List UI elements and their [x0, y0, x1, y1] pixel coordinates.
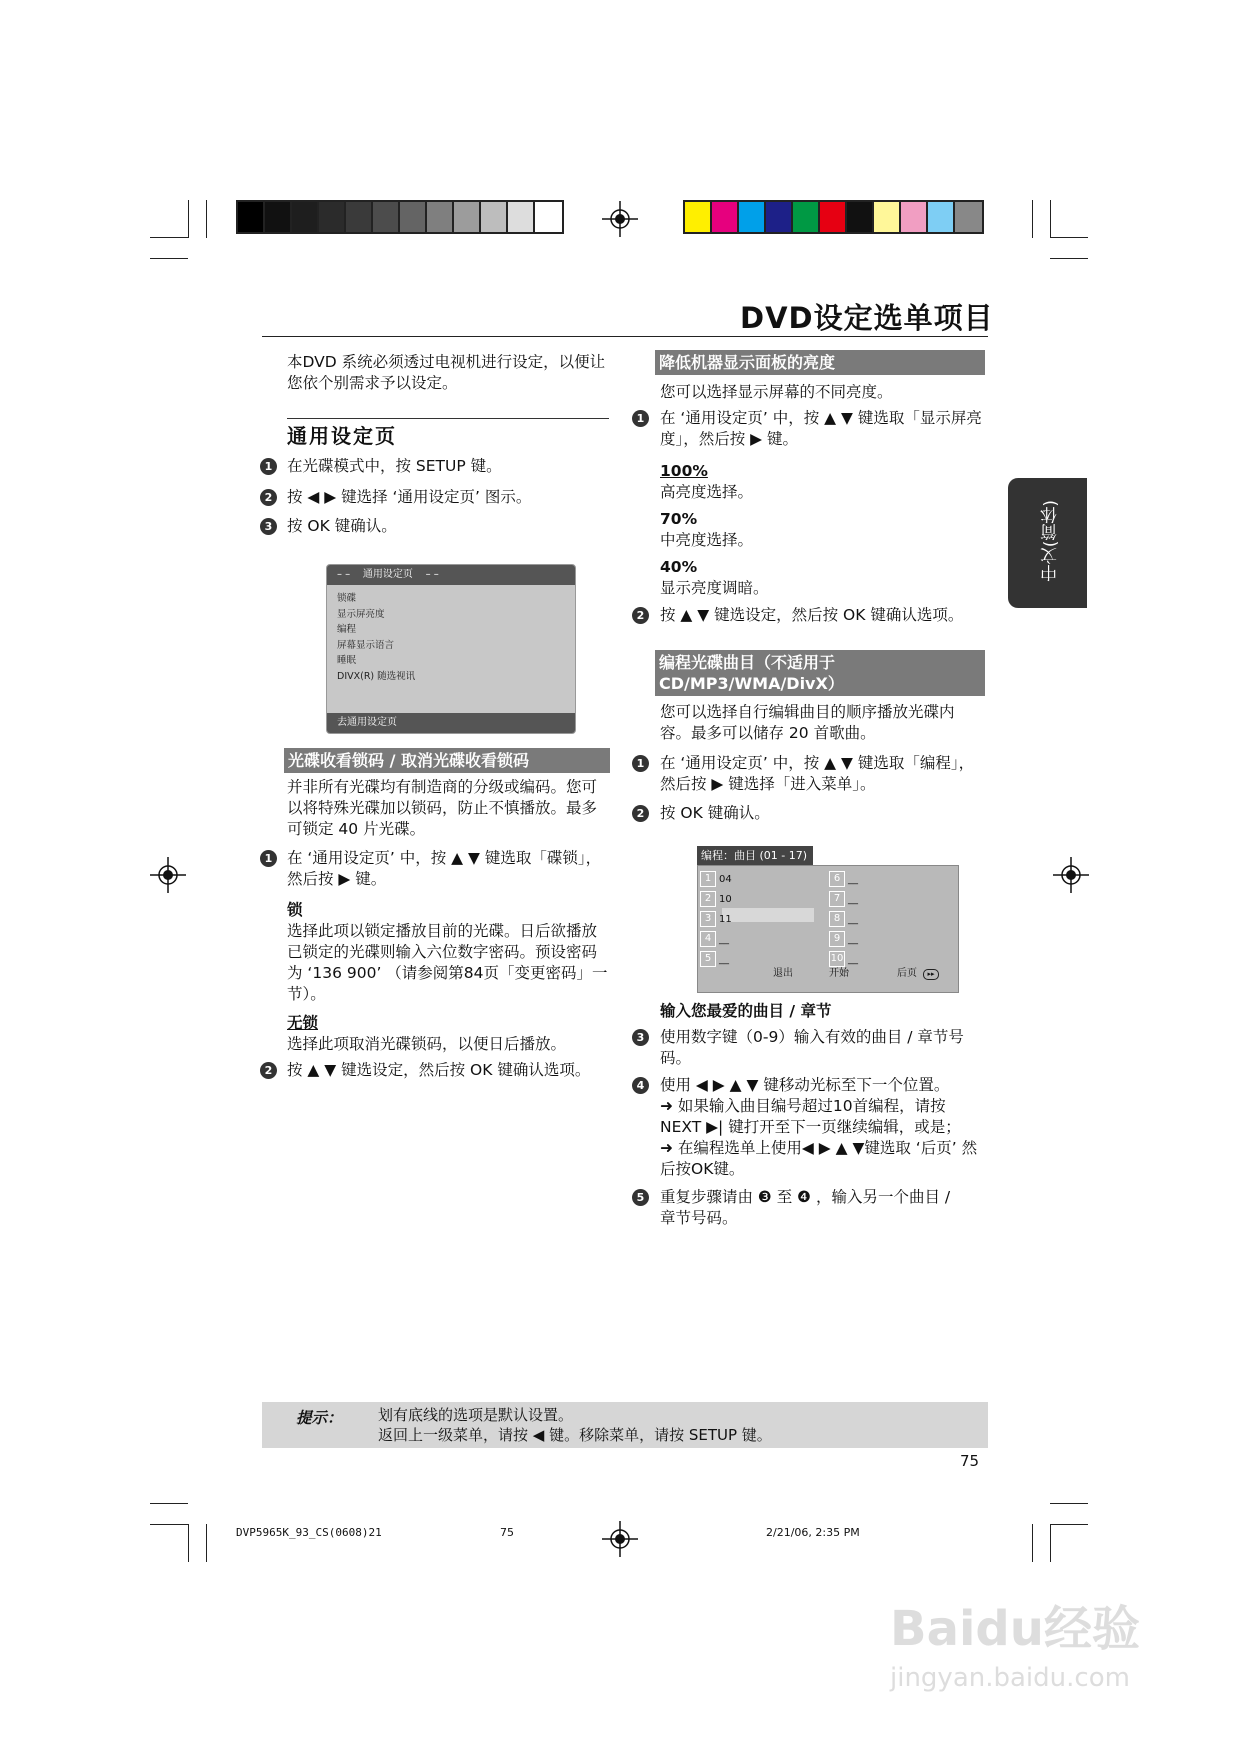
crop-mark [150, 1524, 188, 1525]
step-number-2: 2 [632, 805, 649, 822]
program-slot [829, 911, 858, 927]
menu-item: DIVX(R) 随选视讯 [337, 670, 416, 682]
registration-mark-icon [1053, 857, 1089, 893]
program-menu-screenshot [697, 865, 959, 993]
crop-mark [1050, 1503, 1088, 1504]
footer-date: 2/21/06, 2:35 PM [766, 1526, 860, 1539]
color-swatch [793, 202, 820, 232]
tip-line-1: 划有底线的选项是默认设置。 [378, 1406, 574, 1424]
slot-value: 04 [719, 874, 732, 885]
program-button-start: 开始 [829, 968, 849, 979]
general-step-2: 按 ◀ ▶ 键选择 ‘通用设定页’ 图示。 [287, 488, 532, 506]
program-step-2: 按 OK 键确认。 [660, 804, 770, 822]
slot-value: __ [719, 934, 729, 945]
grayscale-calibration-bar [236, 200, 564, 234]
brightness-option-100: 100% [660, 462, 708, 480]
crop-mark [1050, 258, 1088, 259]
slot-number: 4 [700, 931, 716, 947]
brightness-option-40-desc: 显示亮度调暗。 [660, 579, 769, 597]
step-number-1: 1 [632, 410, 649, 427]
slot-value: 10 [719, 894, 732, 905]
slot-value: __ [848, 874, 858, 885]
crop-mark [150, 237, 188, 238]
tip-label: 提示： [296, 1409, 343, 1427]
slot-number: 7 [829, 891, 845, 907]
color-swatch [292, 202, 319, 232]
color-swatch [319, 202, 346, 232]
crop-mark [1050, 1524, 1088, 1525]
dimmer-desc: 您可以选择显示屏幕的不同亮度。 [660, 383, 893, 401]
program-heading: 编程光碟曲目（不适用于 CD/MP3/WMA/DivX） [655, 650, 985, 696]
step-number-1: 1 [260, 850, 277, 867]
lock-option-title: 锁 [287, 901, 303, 919]
step-number-5: 5 [632, 1189, 649, 1206]
menu-header: – – 通用设定页 – – [327, 565, 575, 585]
slot-number: 1 [700, 871, 716, 887]
footer-page: 75 [500, 1526, 514, 1539]
program-slot [829, 871, 858, 887]
slot-number: 10 [829, 951, 845, 967]
step-number-3: 3 [632, 1029, 649, 1046]
brightness-option-70-desc: 中亮度选择。 [660, 531, 754, 549]
program-slot [829, 891, 858, 907]
general-step-3: 按 OK 键确认。 [287, 517, 397, 535]
program-step-5: 重复步骤请由 ❸ 至 ❹ ，输入另一个曲目 / 章节号码。 [660, 1188, 951, 1227]
watermark-url: jingyan.baidu.com [890, 1663, 1130, 1693]
registration-mark-icon [150, 857, 186, 893]
language-side-tab [1008, 478, 1087, 608]
color-swatch [928, 202, 955, 232]
color-swatch [766, 202, 793, 232]
color-swatch [400, 202, 427, 232]
program-highlight-bar [722, 908, 814, 922]
slot-number: 3 [700, 911, 716, 927]
menu-footer: 去通用设定页 [327, 713, 575, 733]
page-number: 75 [960, 1452, 980, 1470]
color-swatch [739, 202, 766, 232]
disc-lock-step-1: 在 ‘通用设定页’ 中，按 ▲ ▼ 键选取「碟锁」，然后按 ▶ 键。 [287, 849, 602, 888]
slot-value: __ [848, 894, 858, 905]
crop-mark [150, 258, 188, 259]
color-swatch [265, 202, 292, 232]
dimmer-heading: 降低机器显示面板的亮度 [655, 350, 985, 375]
program-slot [700, 871, 732, 887]
crop-mark [1032, 1524, 1033, 1562]
intro-text: 本DVD 系统必须透过电视机进行设定，以便让您依个别需求予以设定。 [287, 353, 606, 392]
slot-value: __ [848, 934, 858, 945]
menu-item: 编程 [337, 624, 357, 635]
unlock-option-title: 无锁 [287, 1014, 319, 1032]
crop-mark [1050, 1524, 1051, 1562]
step-number-1: 1 [260, 458, 277, 475]
dimmer-step-1: 在 ‘通用设定页’ 中，按 ▲ ▼ 键选取「显示屏亮度」，然后按 ▶ 键。 [660, 409, 982, 448]
program-step-4-note-1: ➜ 如果输入曲目编号超过10首编程，请按 NEXT ▶| 键打开至下一页继续编辑，或是； [660, 1097, 961, 1136]
program-desc: 您可以选择自行编辑曲目的顺序播放光碟内容。最多可以储存 20 首歌曲。 [660, 703, 955, 742]
slot-value: 11 [719, 914, 732, 925]
program-step-4-note-2: ➜ 在编程选单上使用◀ ▶ ▲ ▼键选取 ‘后页’ 然后按OK键。 [660, 1139, 978, 1178]
program-step-3: 使用数字键（0-9）输入有效的曲目 / 章节号码。 [660, 1028, 964, 1067]
page-title: DVD设定选单项目 [740, 301, 994, 335]
step-number-4: 4 [632, 1077, 649, 1094]
program-step-4: 使用 ◀ ▶ ▲ ▼ 键移动光标至下一个位置。 [660, 1076, 950, 1094]
menu-item: 睡眠 [337, 655, 357, 666]
crop-mark [188, 1524, 189, 1562]
color-swatch [508, 202, 535, 232]
crop-mark [1050, 237, 1088, 238]
unlock-option-desc: 选择此项取消光碟锁码，以便日后播放。 [287, 1035, 567, 1053]
color-swatch [427, 202, 454, 232]
disc-lock-step-2: 按 ▲ ▼ 键选设定，然后按 OK 键确认选项。 [287, 1061, 591, 1079]
general-setup-menu-screenshot [326, 564, 576, 734]
color-swatch [847, 202, 874, 232]
color-swatch [454, 202, 481, 232]
slot-value: __ [848, 914, 858, 925]
general-setup-heading: 通用设定页 [287, 424, 397, 448]
slot-number: 2 [700, 891, 716, 907]
color-swatch [481, 202, 508, 232]
registration-mark-icon [602, 1521, 638, 1557]
menu-item: 屏幕显示语言 [337, 639, 395, 651]
program-slot [700, 951, 729, 967]
title-rule [262, 336, 988, 337]
menu-item: 锁碟 [337, 593, 357, 604]
language-tab-label: 中文(简体) [1041, 500, 1061, 582]
color-swatch [346, 202, 373, 232]
slot-number: 5 [700, 951, 716, 967]
slot-number: 9 [829, 931, 845, 947]
brightness-option-100-desc: 高亮度选择。 [660, 483, 754, 501]
slot-number: 8 [829, 911, 845, 927]
program-slot [829, 951, 858, 967]
program-menu-header: 编程：曲目 (01 - 17) [697, 846, 813, 865]
color-swatch [373, 202, 400, 232]
disc-lock-desc: 并非所有光碟均有制造商的分级或编码。您可以将特殊光碟加以锁码，防止不慎播放。最多可锁定 40 片光碟。 [287, 778, 598, 838]
program-button-next-page: 后页 [897, 968, 917, 979]
next-page-icon: ▸▸ [923, 969, 939, 980]
color-swatch [712, 202, 739, 232]
footer-filename: DVP5965K_93_CS(0608)21 [236, 1526, 382, 1539]
crop-mark [1032, 200, 1033, 238]
heading-rule [287, 418, 609, 419]
color-swatch [685, 202, 712, 232]
program-step-1: 在 ‘通用设定页’ 中，按 ▲ ▼ 键选取「编程」，然后按 ▶ 键选择「进入菜单」。 [660, 754, 975, 793]
program-slot [700, 891, 732, 907]
slot-value: __ [848, 954, 858, 965]
program-slot [700, 911, 732, 927]
lock-option-desc: 选择此项以锁定播放目前的光碟。日后欲播放已锁定的光碟则输入六位数字密码。预设密码为 ‘136 900’ （请参阅第84页「变更密码」一节）。 [287, 922, 608, 1003]
crop-mark [206, 200, 207, 238]
step-number-2: 2 [260, 489, 277, 506]
program-slot [700, 931, 729, 947]
menu-item: 显示屏亮度 [337, 608, 385, 620]
crop-mark [188, 200, 189, 238]
disc-lock-heading: 光碟收看锁码 / 取消光碟收看锁码 [284, 748, 610, 773]
crop-mark [1050, 200, 1051, 238]
color-swatch [901, 202, 928, 232]
general-step-1: 在光碟模式中，按 SETUP 键。 [287, 457, 502, 475]
watermark-logo: Baidu经验 [890, 1601, 1140, 1657]
color-calibration-bar [683, 200, 984, 234]
registration-mark-icon [602, 201, 638, 237]
program-button-exit: 退出 [773, 968, 793, 979]
brightness-option-70: 70% [660, 510, 698, 528]
tip-box [262, 1402, 988, 1448]
slot-number: 6 [829, 871, 845, 887]
color-swatch [535, 202, 562, 232]
step-number-3: 3 [260, 518, 277, 535]
color-swatch [238, 202, 265, 232]
program-slot [829, 931, 858, 947]
program-subheading: 输入您最爱的曲目 / 章节 [660, 1002, 832, 1020]
tip-line-2: 返回上一级菜单，请按 ◀ 键。移除菜单，请按 SETUP 键。 [378, 1426, 772, 1444]
brightness-option-40: 40% [660, 558, 698, 576]
step-number-1: 1 [632, 755, 649, 772]
slot-value: __ [719, 954, 729, 965]
step-number-2: 2 [260, 1062, 277, 1079]
color-swatch [955, 202, 982, 232]
crop-mark [150, 1503, 188, 1504]
color-swatch [820, 202, 847, 232]
dimmer-step-2: 按 ▲ ▼ 键选设定，然后按 OK 键确认选项。 [660, 606, 964, 624]
color-swatch [874, 202, 901, 232]
step-number-2: 2 [632, 607, 649, 624]
crop-mark [206, 1524, 207, 1562]
